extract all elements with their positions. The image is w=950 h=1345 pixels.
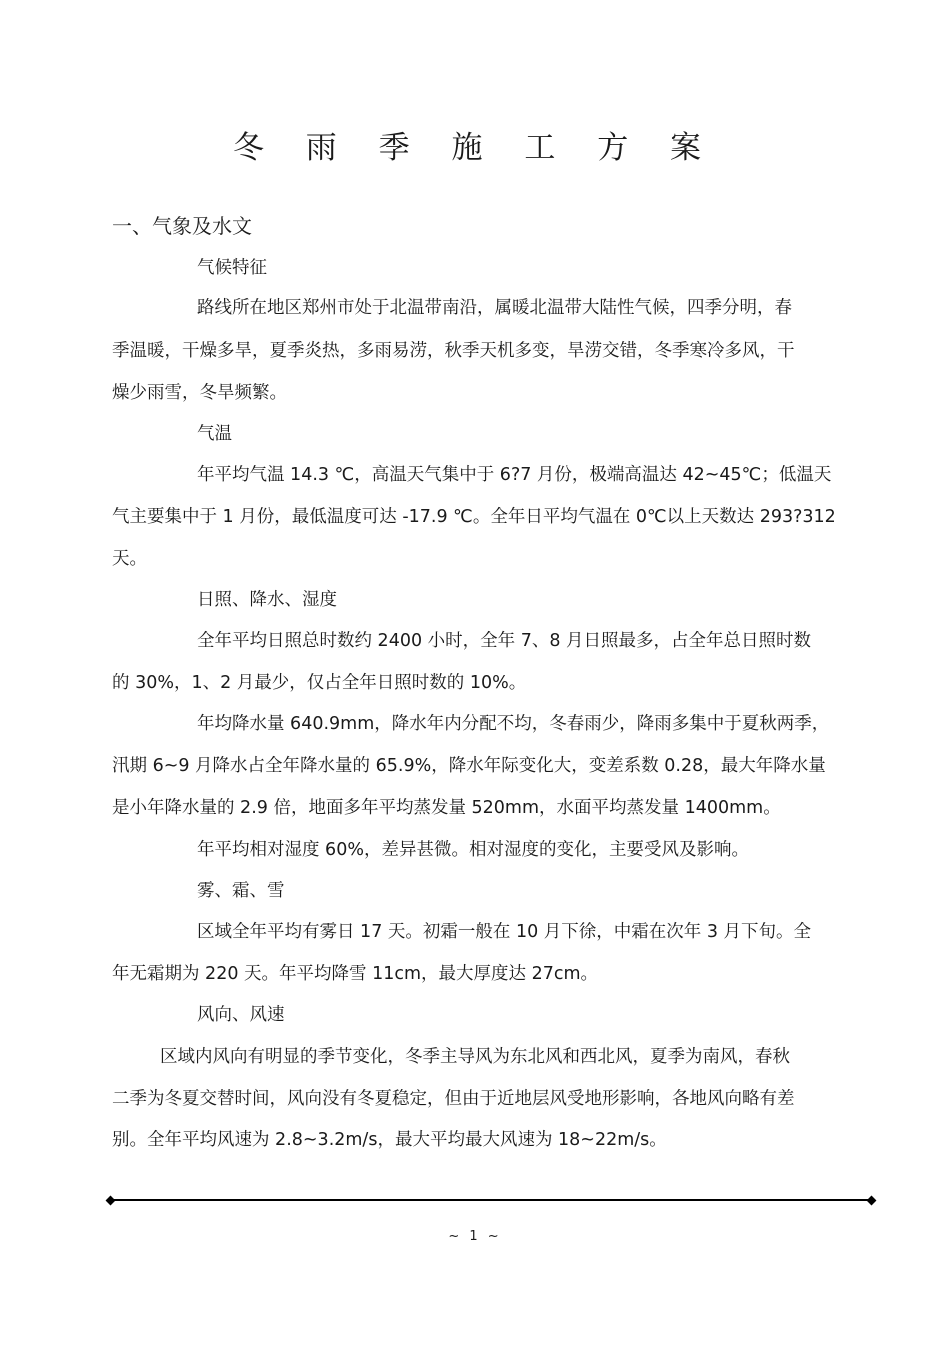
- paragraph-line: 是小年降水量的 2.9 倍，地面多年平均蒸发量 520mm，水面平均蒸发量 1400mm。: [112, 798, 781, 818]
- section-heading: 一、气象及水文: [112, 214, 252, 238]
- subheading-temperature: 气温: [197, 424, 232, 444]
- page-number: ~ 1 ~: [448, 1229, 502, 1244]
- subheading-sunshine: 日照、降水、湿度: [197, 590, 337, 610]
- footer-divider: [112, 1199, 872, 1201]
- divider-end-diamond: [867, 1195, 877, 1205]
- paragraph-line: 二季为冬夏交替时间，风向没有冬夏稳定，但由于近地层风受地形影响，各地风向略有差: [112, 1089, 795, 1109]
- paragraph-line: 的 30%，1、2 月最少，仅占全年日照时数的 10%。: [112, 673, 527, 693]
- paragraph-line: 天。: [112, 549, 147, 569]
- divider-end-diamond: [106, 1195, 116, 1205]
- paragraph-line: 路线所在地区郑州市处于北温带南沿，属暖北温带大陆性气候，四季分明，春: [197, 298, 792, 318]
- paragraph-line: 全年平均日照总时数约 2400 小时，全年 7、8 月日照最多，占全年总日照时数: [197, 631, 812, 651]
- paragraph-line: 气主要集中于 1 月份，最低温度可达 -17.9 ℃。全年日平均气温在 0℃以上天数达 293?312: [112, 507, 836, 527]
- subheading-climate: 气候特征: [197, 258, 267, 278]
- page-title: 冬 雨 季 施 工 方 案: [232, 130, 718, 166]
- subheading-fog: 雾、霜、雪: [197, 881, 285, 901]
- paragraph-line: 季温暖，干燥多旱，夏季炎热，多雨易涝，秋季天机多变，旱涝交错，冬季寒冷多风，干: [112, 341, 795, 361]
- paragraph-line: 年平均相对湿度 60%，差异甚微。相对湿度的变化，主要受风及影响。: [197, 840, 749, 860]
- paragraph-line: 年平均气温 14.3 ℃，高温天气集中于 6?7 月份，极端高温达 42~45℃；低温天: [197, 465, 832, 485]
- paragraph-line: 汛期 6~9 月降水占全年降水量的 65.9%，降水年际变化大，变差系数 0.28，最大年降水量: [112, 756, 826, 776]
- paragraph-line: 年无霜期为 220 天。年平均降雪 11cm，最大厚度达 27cm。: [112, 964, 599, 984]
- subheading-wind: 风向、风速: [197, 1005, 285, 1025]
- paragraph-line: 区域内风向有明显的季节变化，冬季主导风为东北风和西北风，夏季为南风，春秋: [160, 1047, 790, 1067]
- paragraph-line: 区域全年平均有雾日 17 天。初霜一般在 10 月下徐，中霜在次年 3 月下旬。全: [197, 922, 812, 942]
- paragraph-line: 燥少雨雪，冬旱频繁。: [112, 383, 287, 403]
- paragraph-line: 别。全年平均风速为 2.8~3.2m/s，最大平均最大风速为 18~22m/s。: [112, 1130, 667, 1150]
- paragraph-line: 年均降水量 640.9mm，降水年内分配不均，冬春雨少，降雨多集中于夏秋两季，: [197, 714, 830, 734]
